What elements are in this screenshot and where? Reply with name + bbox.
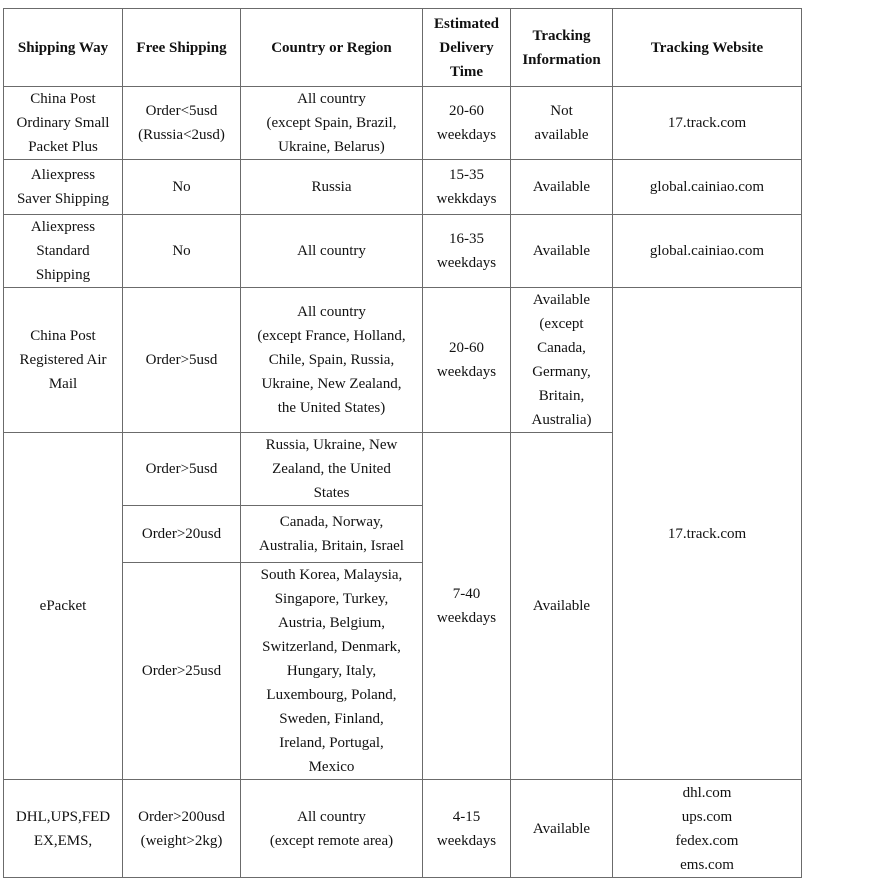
cell-line: Russia, Ukraine, New <box>265 437 398 453</box>
cell-line: Tracking <box>532 27 591 44</box>
tracking-cell <box>511 288 613 433</box>
cell-line: Zealand, the United <box>272 461 391 477</box>
cell-line: 16-35 <box>449 231 484 247</box>
header-shipping-way: Shipping Way <box>4 9 123 87</box>
free-shipping-cell: No <box>123 215 241 288</box>
cell-line: Canada, Norway, <box>279 514 384 530</box>
cell-line: fedex.com <box>675 832 739 849</box>
cell-line: Ireland, Portugal, <box>279 735 384 751</box>
cell-line: All country <box>297 91 366 107</box>
cell-line: Mail <box>48 376 78 392</box>
shipping-way-cell <box>4 215 123 288</box>
cell-line: Not <box>550 103 573 119</box>
cell-line: Ordinary Small <box>16 115 110 131</box>
cell-line: Saver Shipping <box>16 191 110 207</box>
free-shipping-cell: Order>20usd <box>123 506 241 563</box>
country-cell <box>241 780 423 878</box>
cell-line: Singapore, Turkey, <box>274 591 389 607</box>
tracking-cell: Available <box>511 160 613 215</box>
free-shipping-cell: Order>5usd <box>123 288 241 433</box>
cell-line: Registered Air <box>19 352 107 368</box>
cell-line: Canada, <box>537 340 586 356</box>
cell-line: Estimated <box>434 15 499 32</box>
shipping-way-cell <box>4 288 123 433</box>
cell-line: Aliexpress <box>30 219 96 235</box>
cell-line: Ukraine, Belarus) <box>278 139 385 155</box>
cell-line: weekdays <box>436 832 497 849</box>
delivery-cell <box>423 160 511 215</box>
cell-line: wekkdays <box>436 191 497 207</box>
cell-line: Packet Plus <box>28 139 98 155</box>
table-row <box>4 780 802 878</box>
table-row <box>4 87 802 160</box>
cell-line: 20-60 <box>449 340 484 356</box>
free-shipping-cell <box>123 87 241 160</box>
cell-line: Standard <box>36 243 90 259</box>
delivery-cell <box>423 87 511 160</box>
cell-line: South Korea, Malaysia, <box>260 567 403 583</box>
cell-line: Germany, <box>532 364 591 380</box>
tracking-cell: Available <box>511 215 613 288</box>
cell-line: Britain, <box>538 388 585 404</box>
cell-line: Order>200usd <box>138 808 225 825</box>
header-delivery-time <box>423 9 511 87</box>
cell-line: weekdays <box>436 127 497 143</box>
cell-line: DHL,UPS,FED <box>15 808 111 825</box>
header-tracking-info <box>511 9 613 87</box>
cell-line: Mexico <box>308 759 355 775</box>
country-cell <box>241 87 423 160</box>
country-cell <box>241 563 423 780</box>
tracking-cell: Available <box>511 433 613 780</box>
cell-line: Aliexpress <box>30 167 96 183</box>
country-cell <box>241 288 423 433</box>
website-cell <box>613 780 802 878</box>
cell-line: available <box>534 127 589 143</box>
header-free-shipping: Free Shipping <box>123 9 241 87</box>
shipping-methods-table <box>3 8 802 878</box>
cell-line: (except <box>539 316 584 332</box>
table-row <box>4 160 802 215</box>
cell-line: Hungary, Italy, <box>286 663 377 679</box>
cell-line: Information <box>522 51 601 68</box>
cell-line: States <box>313 485 350 501</box>
website-cell: global.cainiao.com <box>613 215 802 288</box>
header-country-region: Country or Region <box>241 9 423 87</box>
shipping-way-cell <box>4 780 123 878</box>
cell-line: (Russia<2usd) <box>138 127 225 143</box>
cell-line: dhl.com <box>682 784 732 801</box>
country-cell <box>241 506 423 563</box>
shipping-way-cell <box>4 160 123 215</box>
tracking-cell <box>511 87 613 160</box>
shipping-way-cell: ePacket <box>4 433 123 780</box>
cell-line: 7-40 <box>452 586 481 602</box>
cell-line: ups.com <box>681 808 733 825</box>
cell-line: China Post <box>30 91 96 107</box>
cell-line: (except Spain, Brazil, <box>266 115 397 131</box>
cell-line: EX,EMS, <box>33 832 93 849</box>
cell-line: weekdays <box>436 364 497 380</box>
country-cell: Russia <box>241 160 423 215</box>
free-shipping-cell: No <box>123 160 241 215</box>
country-cell <box>241 433 423 506</box>
cell-line: Australia) <box>531 412 592 428</box>
cell-line: All country <box>297 808 366 825</box>
cell-line: Order<5usd <box>145 103 218 119</box>
website-cell-merged: 17.track.com <box>613 288 802 780</box>
cell-line: ems.com <box>680 856 734 873</box>
cell-line: Luxembourg, Poland, <box>266 687 397 703</box>
cell-line: Delivery <box>439 39 494 56</box>
cell-line: (weight>2kg) <box>140 832 223 849</box>
delivery-cell <box>423 780 511 878</box>
cell-line: Shipping <box>35 267 91 283</box>
cell-line: Chile, Spain, Russia, <box>268 352 395 368</box>
cell-line: 20-60 <box>449 103 484 119</box>
website-cell: global.cainiao.com <box>613 160 802 215</box>
free-shipping-cell <box>123 780 241 878</box>
table-row <box>4 288 802 433</box>
cell-line: weekdays <box>436 255 497 271</box>
header-row <box>4 9 802 87</box>
cell-line: the United States) <box>277 400 386 416</box>
cell-line: All country <box>297 304 366 320</box>
header-tracking-website: Tracking Website <box>613 9 802 87</box>
delivery-cell <box>423 215 511 288</box>
cell-line: weekdays <box>436 610 497 626</box>
delivery-cell <box>423 433 511 780</box>
website-cell: 17.track.com <box>613 87 802 160</box>
cell-line: Sweden, Finland, <box>279 711 384 727</box>
cell-line: (except France, Holland, <box>257 328 406 344</box>
table-row <box>4 215 802 288</box>
tracking-cell: Available <box>511 780 613 878</box>
free-shipping-cell: Order>5usd <box>123 433 241 506</box>
cell-line: Austria, Belgium, <box>277 615 386 631</box>
cell-line: (except remote area) <box>269 832 394 849</box>
cell-line: Australia, Britain, Israel <box>259 538 404 554</box>
free-shipping-cell: Order>25usd <box>123 563 241 780</box>
country-cell: All country <box>241 215 423 288</box>
cell-line: Available <box>532 292 591 308</box>
cell-line: 4-15 <box>452 808 481 825</box>
cell-line: China Post <box>30 328 96 344</box>
shipping-way-cell <box>4 87 123 160</box>
cell-line: Time <box>449 63 484 80</box>
cell-line: 15-35 <box>449 167 484 183</box>
delivery-cell <box>423 288 511 433</box>
cell-line: Ukraine, New Zealand, <box>261 376 402 392</box>
cell-line: Switzerland, Denmark, <box>262 639 401 655</box>
